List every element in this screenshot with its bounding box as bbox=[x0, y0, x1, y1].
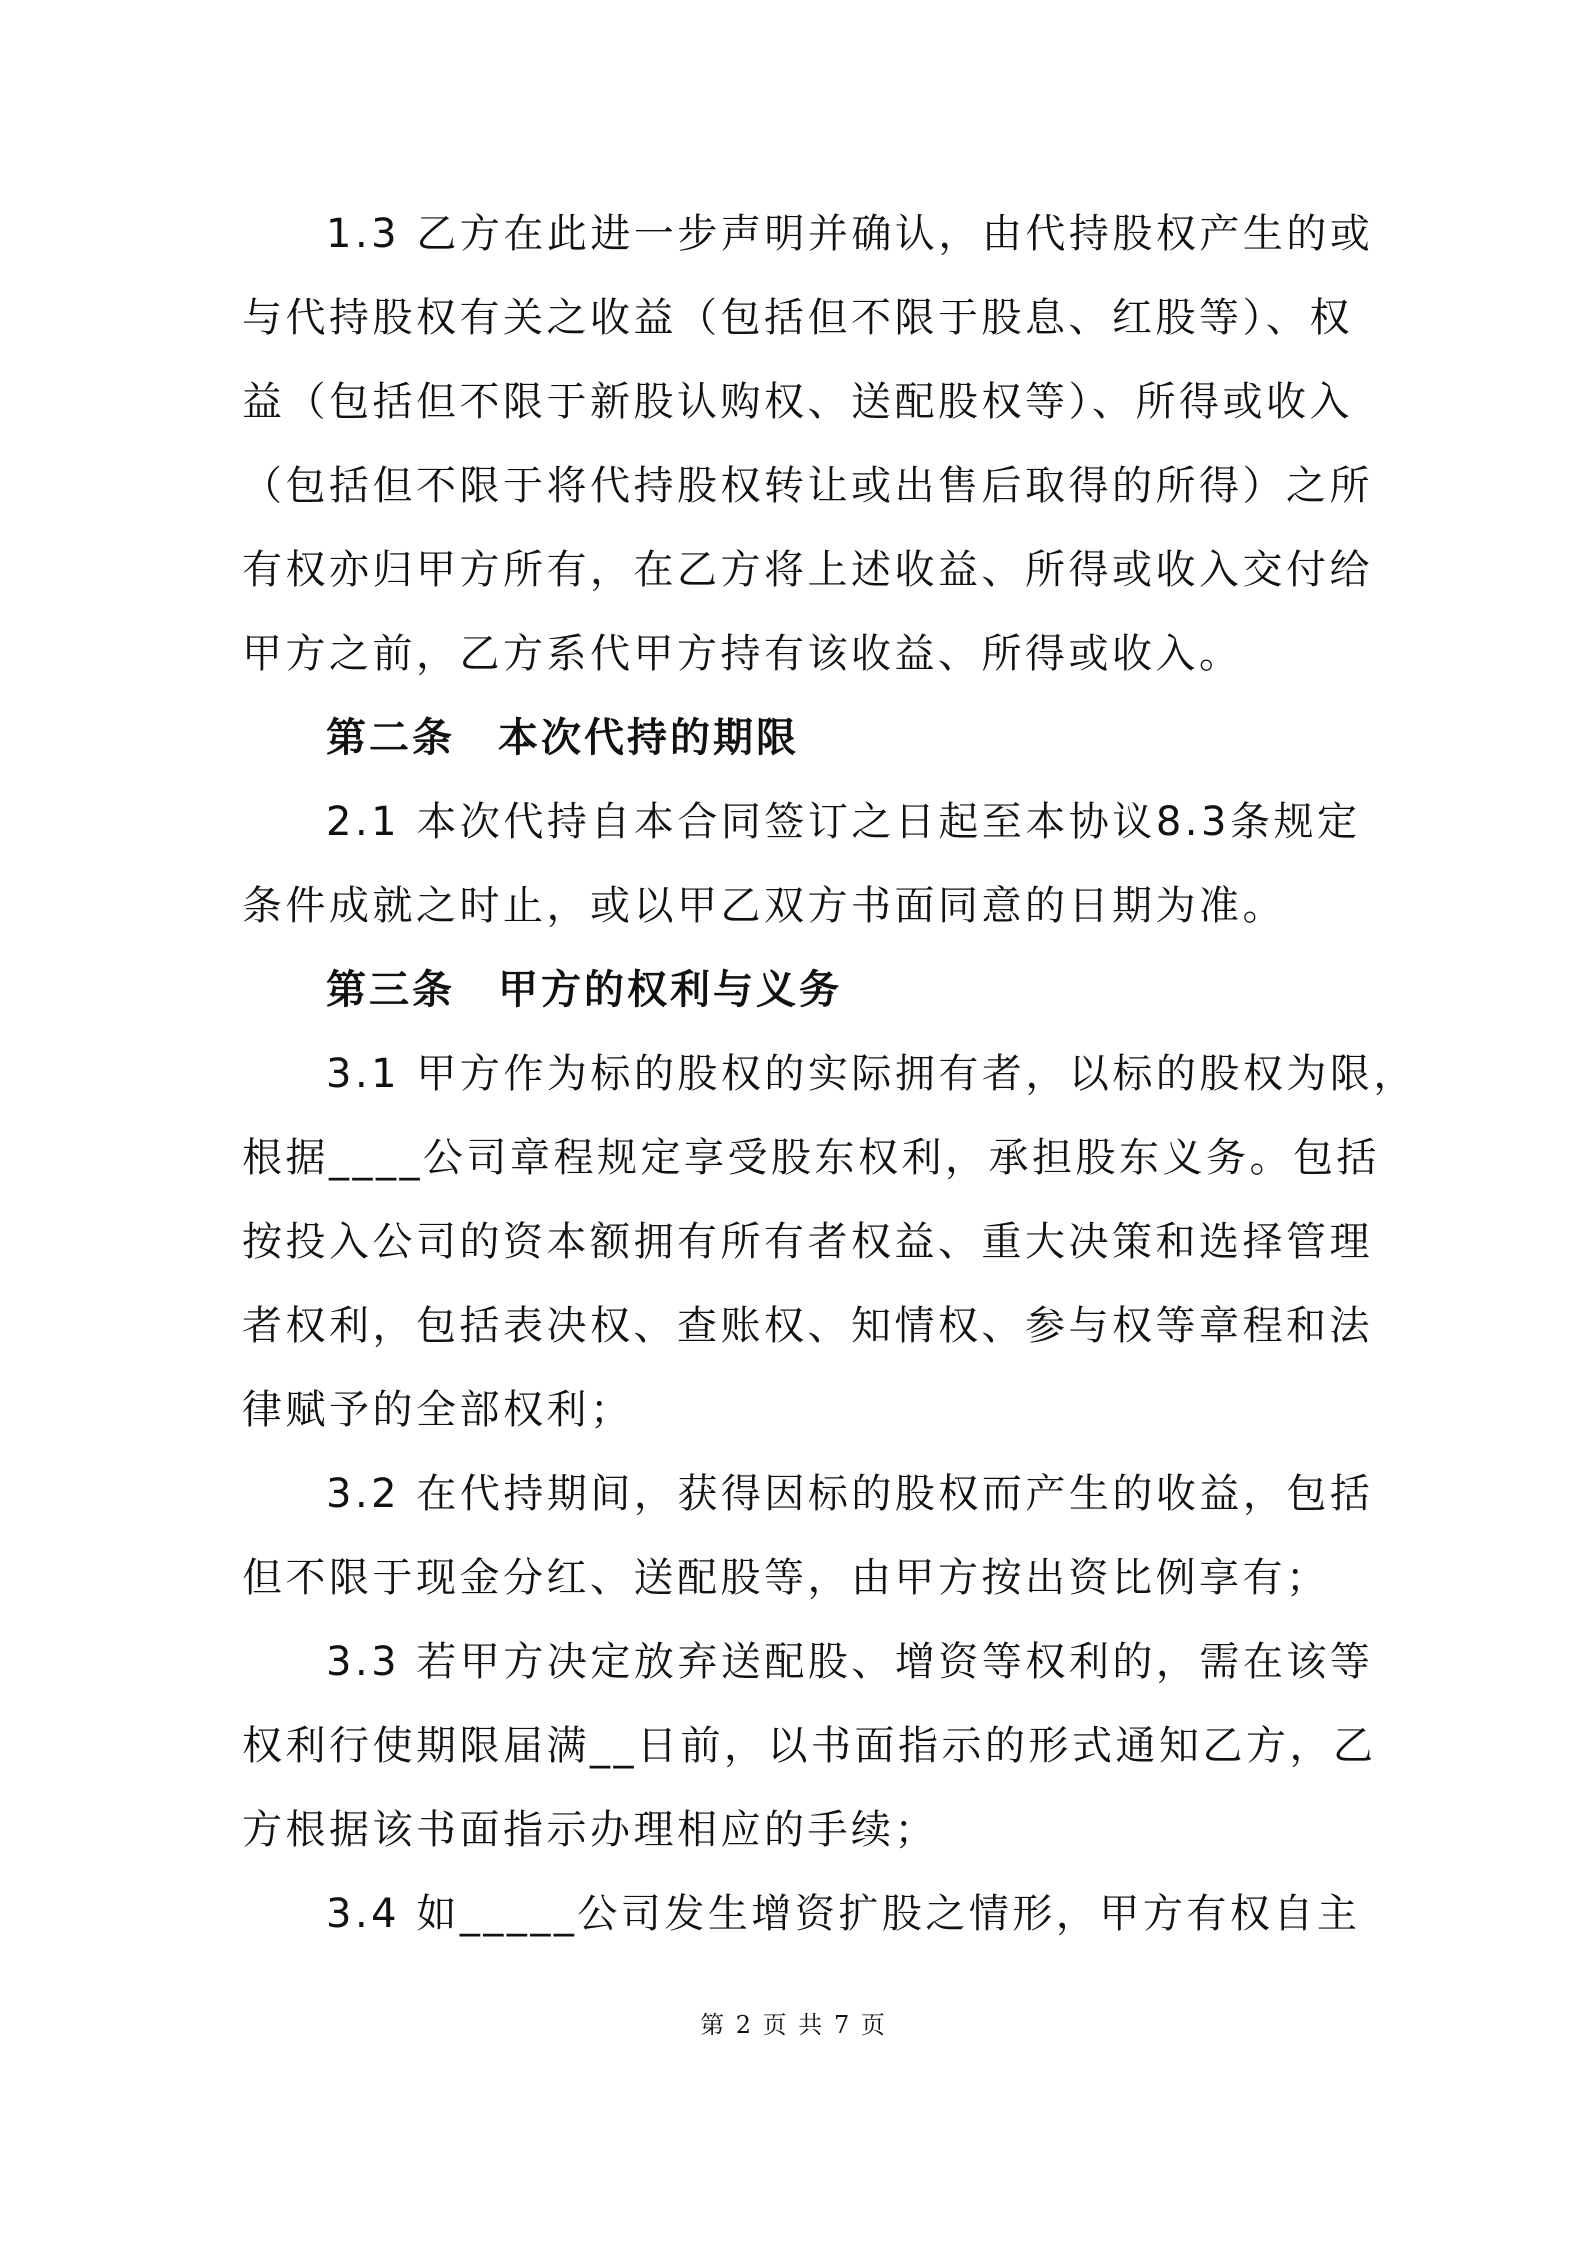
text-line: 3.4 如_____公司发生增资扩股之情形，甲方有权自主 bbox=[326, 1891, 1361, 1937]
text-line: 按投入公司的资本额拥有所有者权益、重大决策和选择管理 bbox=[242, 1219, 1373, 1265]
text-line: 者权利，包括表决权、查账权、知情权、参与权等章程和法 bbox=[242, 1303, 1373, 1349]
text-line: 有权亦归甲方所有，在乙方将上述收益、所得或收入交付给 bbox=[242, 547, 1373, 593]
text-line: 根据____公司章程规定享受股东权利，承担股东义务。包括 bbox=[242, 1135, 1380, 1181]
document-body bbox=[242, 192, 1417, 1956]
section-heading: 第二条 本次代持的期限 bbox=[326, 715, 799, 761]
text-line: 方根据该书面指示办理相应的手续； bbox=[242, 1807, 938, 1853]
section-heading: 第三条 甲方的权利与义务 bbox=[326, 967, 842, 1013]
text-line: 3.2 在代持期间，获得因标的股权而产生的收益，包括 bbox=[326, 1471, 1374, 1517]
page-number: 第 2 页 共 7 页 bbox=[700, 2011, 887, 2039]
text-line: 2.1 本次代持自本合同签订之日起至本协议8.3条规定 bbox=[326, 799, 1361, 845]
text-line: 律赋予的全部权利； bbox=[242, 1387, 634, 1433]
text-line: 3.1 甲方作为标的股权的实际拥有者，以标的股权为限， bbox=[326, 1051, 1417, 1097]
text-line: （包括但不限于将代持股权转让或出售后取得的所得）之所 bbox=[242, 463, 1373, 509]
text-line: 权利行使期限届满__日前，以书面指示的形式通知乙方，乙 bbox=[242, 1723, 1377, 1769]
text-line: 但不限于现金分红、送配股等，由甲方按出资比例享有； bbox=[242, 1555, 1330, 1601]
text-line: 益（包括但不限于新股认购权、送配股权等）、所得或收入 bbox=[242, 379, 1353, 425]
text-line: 条件成就之时止，或以甲乙双方书面同意的日期为准。 bbox=[242, 883, 1286, 929]
text-line: 1.3 乙方在此进一步声明并确认，由代持股权产生的或 bbox=[326, 211, 1374, 257]
text-line: 与代持股权有关之收益（包括但不限于股息、红股等）、权 bbox=[242, 295, 1353, 341]
text-line: 3.3 若甲方决定放弃送配股、增资等权利的，需在该等 bbox=[326, 1639, 1374, 1685]
text-line: 甲方之前，乙方系代甲方持有该收益、所得或收入。 bbox=[242, 631, 1243, 677]
